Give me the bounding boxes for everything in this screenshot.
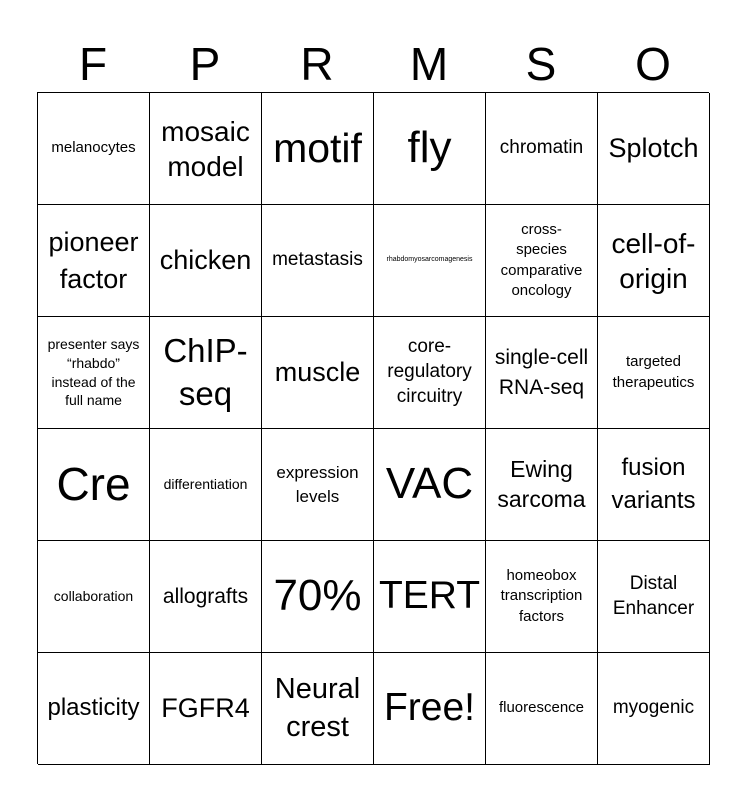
- bingo-board: [37, 92, 709, 764]
- cell-label: rhabdomyosarcomagenesis: [386, 256, 473, 264]
- bingo-header: [37, 36, 709, 92]
- bingo-cell[interactable]: [374, 541, 486, 653]
- cell-label: FGFR4: [161, 693, 250, 724]
- bingo-cell[interactable]: [262, 653, 374, 765]
- cell-label: chicken: [159, 245, 252, 276]
- cell-label: mosaic model: [161, 115, 250, 182]
- bingo-cell[interactable]: [150, 541, 262, 653]
- header-letter-m: M: [409, 38, 449, 90]
- bingo-cell[interactable]: [486, 317, 598, 429]
- cell-label: differentiation: [163, 476, 248, 493]
- bingo-cell[interactable]: [262, 429, 374, 541]
- cell-label: collaboration: [53, 588, 134, 605]
- cell-label: fly: [407, 123, 452, 173]
- bingo-cell[interactable]: [598, 429, 710, 541]
- cell-label: melanocytes: [51, 139, 136, 157]
- cell-label: fluorescence: [498, 699, 585, 717]
- bingo-cell[interactable]: [374, 317, 486, 429]
- cell-label: Ewing sarcoma: [497, 455, 586, 512]
- bingo-cell[interactable]: [598, 93, 710, 205]
- cell-label: cross-species comparative oncology: [500, 221, 583, 299]
- cell-label: ChIP-seq: [163, 331, 248, 412]
- bingo-cell[interactable]: [486, 93, 598, 205]
- bingo-cell[interactable]: [150, 317, 262, 429]
- cell-label: metastasis: [272, 249, 363, 271]
- cell-label: myogenic: [612, 697, 695, 719]
- cell-label: Neural crest: [274, 672, 361, 743]
- bingo-cell[interactable]: [262, 541, 374, 653]
- bingo-cell[interactable]: [38, 205, 150, 317]
- bingo-cell[interactable]: [150, 93, 262, 205]
- bingo-cell[interactable]: [374, 93, 486, 205]
- header-letter-p: P: [189, 38, 221, 90]
- cell-label: plasticity: [47, 694, 140, 722]
- cell-label: Splotch: [608, 133, 699, 164]
- cell-label: 70%: [273, 571, 362, 621]
- cell-label: targeted therapeutics: [612, 353, 695, 391]
- cell-label: allografts: [162, 584, 249, 608]
- bingo-cell[interactable]: [374, 429, 486, 541]
- cell-label: pioneer factor: [48, 227, 139, 294]
- bingo-cell[interactable]: [598, 317, 710, 429]
- cell-label: single-cell RNA-seq: [494, 346, 589, 399]
- header-letter-s: S: [525, 38, 557, 90]
- cell-label: core-regulatory circuitry: [387, 336, 472, 407]
- bingo-cell[interactable]: [262, 205, 374, 317]
- bingo-cell[interactable]: [38, 93, 150, 205]
- bingo-cell[interactable]: [38, 317, 150, 429]
- cell-label: fusion variants: [611, 454, 696, 514]
- cell-label: expression levels: [276, 462, 359, 506]
- header-letter-f: F: [78, 38, 108, 90]
- bingo-cell[interactable]: [38, 541, 150, 653]
- bingo-cell[interactable]: [374, 205, 486, 317]
- cell-label: motif: [273, 124, 362, 171]
- bingo-cell[interactable]: [486, 541, 598, 653]
- cell-label: Distal Enhancer: [612, 572, 695, 619]
- bingo-cell[interactable]: [598, 541, 710, 653]
- bingo-cell[interactable]: [262, 93, 374, 205]
- bingo-cell[interactable]: [486, 653, 598, 765]
- bingo-cell[interactable]: [262, 317, 374, 429]
- cell-label: muscle: [274, 357, 361, 388]
- cell-label: homeobox transcription factors: [500, 567, 583, 625]
- bingo-cell[interactable]: [38, 429, 150, 541]
- bingo-cell[interactable]: [150, 429, 262, 541]
- cell-label: Free!: [383, 686, 476, 730]
- bingo-cell[interactable]: [150, 205, 262, 317]
- bingo-cell[interactable]: [150, 653, 262, 765]
- cell-label: VAC: [385, 459, 474, 509]
- bingo-cell[interactable]: [486, 429, 598, 541]
- cell-label: cell-of-origin: [611, 227, 696, 294]
- header-letter-r: R: [300, 38, 334, 90]
- bingo-cell[interactable]: [598, 653, 710, 765]
- cell-label: presenter says “rhabdo” instead of the full name: [47, 335, 140, 409]
- bingo-cell[interactable]: [598, 205, 710, 317]
- free-space-cell[interactable]: [374, 653, 486, 765]
- header-letter-o: O: [635, 38, 671, 90]
- cell-label: Cre: [56, 458, 131, 511]
- bingo-cell[interactable]: [38, 653, 150, 765]
- cell-label: TERT: [378, 574, 481, 618]
- cell-label: chromatin: [499, 137, 584, 159]
- bingo-cell[interactable]: [486, 205, 598, 317]
